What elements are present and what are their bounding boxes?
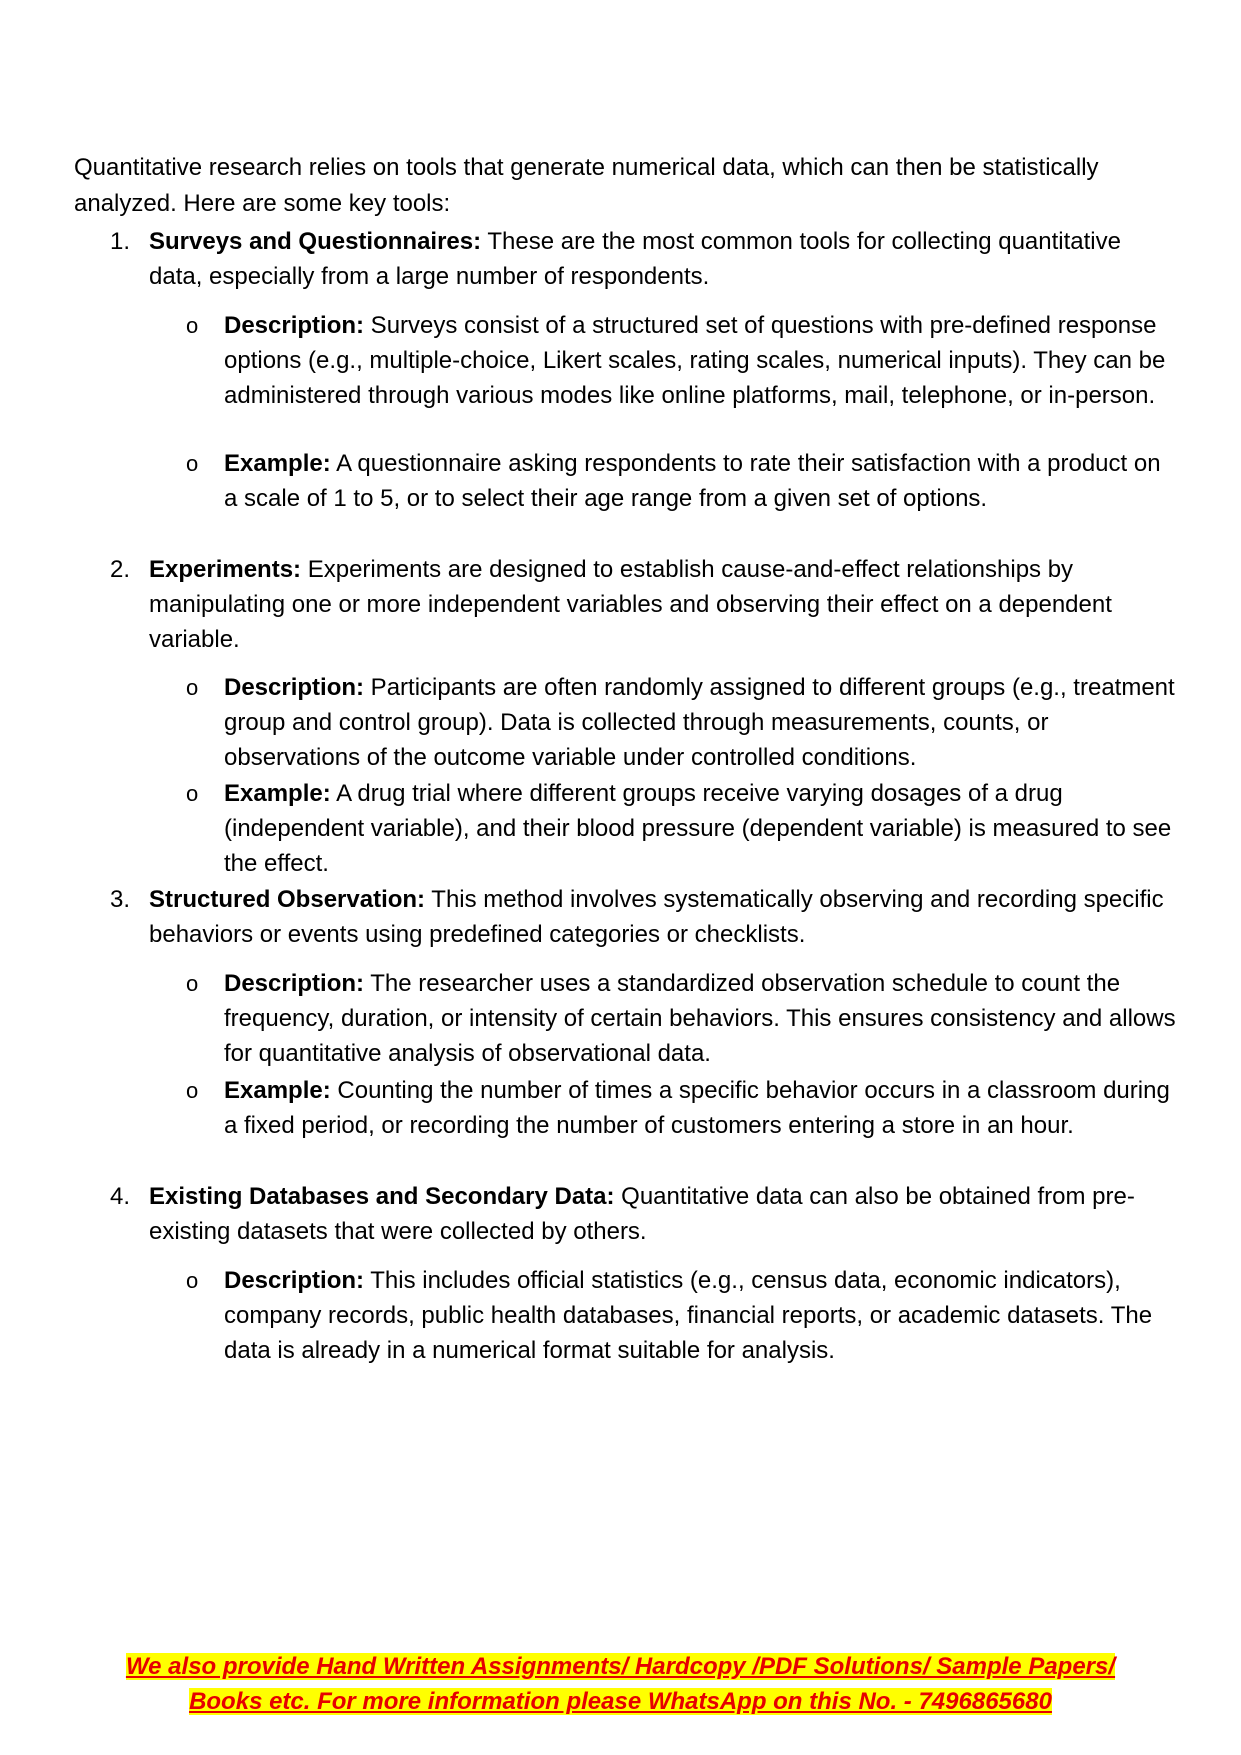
sub-text: A questionnaire asking respondents to rate their satisfaction with a product on a scale of 1 to 5, or to select their age range from a given set of options. <box>224 450 1161 512</box>
sub-label: Description: <box>224 674 365 701</box>
sub-item-example <box>186 776 1176 881</box>
item-text: Experiments are designed to establish cause-and-effect relationships by manipulating one or more independent variables and observing their effect on a dependent variable. <box>149 556 1112 653</box>
bullet-icon: o <box>186 1268 199 1293</box>
sub-item-example <box>186 1073 1176 1143</box>
sub-label: Example: <box>224 1077 331 1104</box>
list-number: 2. <box>110 556 131 583</box>
item-title: Surveys and Questionnaires: <box>149 228 482 255</box>
list-number: 1. <box>110 228 131 255</box>
sub-label: Description: <box>224 312 365 339</box>
sub-text: Surveys consist of a structured set of questions with pre-defined response options (e.g., multiple-choice, Likert scales, rating scales, numerical inputs). They can be administered through various modes like online platforms, mail, telephone, or in-person. <box>224 312 1166 409</box>
footer-line-1: We also provide Hand Written Assignments/ Hardcopy /PDF Solutions/ Sample Papers/ <box>125 1653 1116 1680</box>
list-number: 3. <box>110 886 131 913</box>
sub-item-example <box>186 446 1176 516</box>
bullet-icon: o <box>186 313 199 338</box>
item-title: Existing Databases and Secondary Data: <box>149 1183 615 1210</box>
sub-label: Description: <box>224 1267 365 1294</box>
sub-text: The researcher uses a standardized observation schedule to count the frequency, duration, or intensity of certain behaviors. This ensures consistency and allows for quantitative analysis of observational data. <box>224 970 1176 1067</box>
item-text: These are the most common tools for collecting quantitative data, especially from a large number of respondents. <box>149 228 1121 290</box>
sub-text: This includes official statistics (e.g., census data, economic indicators), company records, public health databases, financial reports, or academic datasets. The data is already in a numerical format suitable for analysis. <box>224 1267 1153 1364</box>
item-text: Quantitative data can also be obtained from pre-existing datasets that were collected by others. <box>149 1183 1135 1245</box>
bullet-icon: o <box>186 971 199 996</box>
footer-line-2: Books etc. For more information please WhatsApp on this No. - 7496865680 <box>189 1688 1052 1715</box>
bullet-icon: o <box>186 1078 199 1103</box>
item-text: This method involves systematically observing and recording specific behaviors or events using predefined categories or checklists. <box>149 886 1164 948</box>
list-number: 4. <box>110 1183 131 1210</box>
sub-text: Counting the number of times a specific behavior occurs in a classroom during a fixed period, or recording the number of customers entering a store in an hour. <box>224 1077 1170 1139</box>
item-title: Structured Observation: <box>149 886 426 913</box>
bullet-icon: o <box>186 781 199 806</box>
sub-text: A drug trial where different groups receive varying dosages of a drug (independent variable), and their blood pressure (dependent variable) is measured to see the effect. <box>224 780 1172 877</box>
sub-label: Example: <box>224 450 331 477</box>
sub-text: Participants are often randomly assigned to different groups (e.g., treatment group and control group). Data is collected through measurements, counts, or observations of the outcome variable under controlled conditions. <box>224 674 1175 771</box>
sub-label: Example: <box>224 780 331 807</box>
intro-paragraph: Quantitative research relies on tools that generate numerical data, which can then be statistically analyzed. Here are some key tools: <box>74 154 1099 217</box>
list-item-surveys <box>110 224 1180 294</box>
list-item-structured-observation <box>110 882 1180 952</box>
bullet-icon: o <box>186 451 199 476</box>
footer-notice <box>0 1649 1241 1719</box>
sub-item-description <box>186 1263 1176 1368</box>
list-item-existing-databases <box>110 1179 1180 1249</box>
sub-label: Description: <box>224 970 365 997</box>
bullet-icon: o <box>186 675 199 700</box>
sub-item-description <box>186 966 1176 1071</box>
sub-item-description <box>186 308 1176 413</box>
item-title: Experiments: <box>149 556 302 583</box>
sub-item-description <box>186 670 1176 775</box>
list-item-experiments <box>110 552 1180 657</box>
